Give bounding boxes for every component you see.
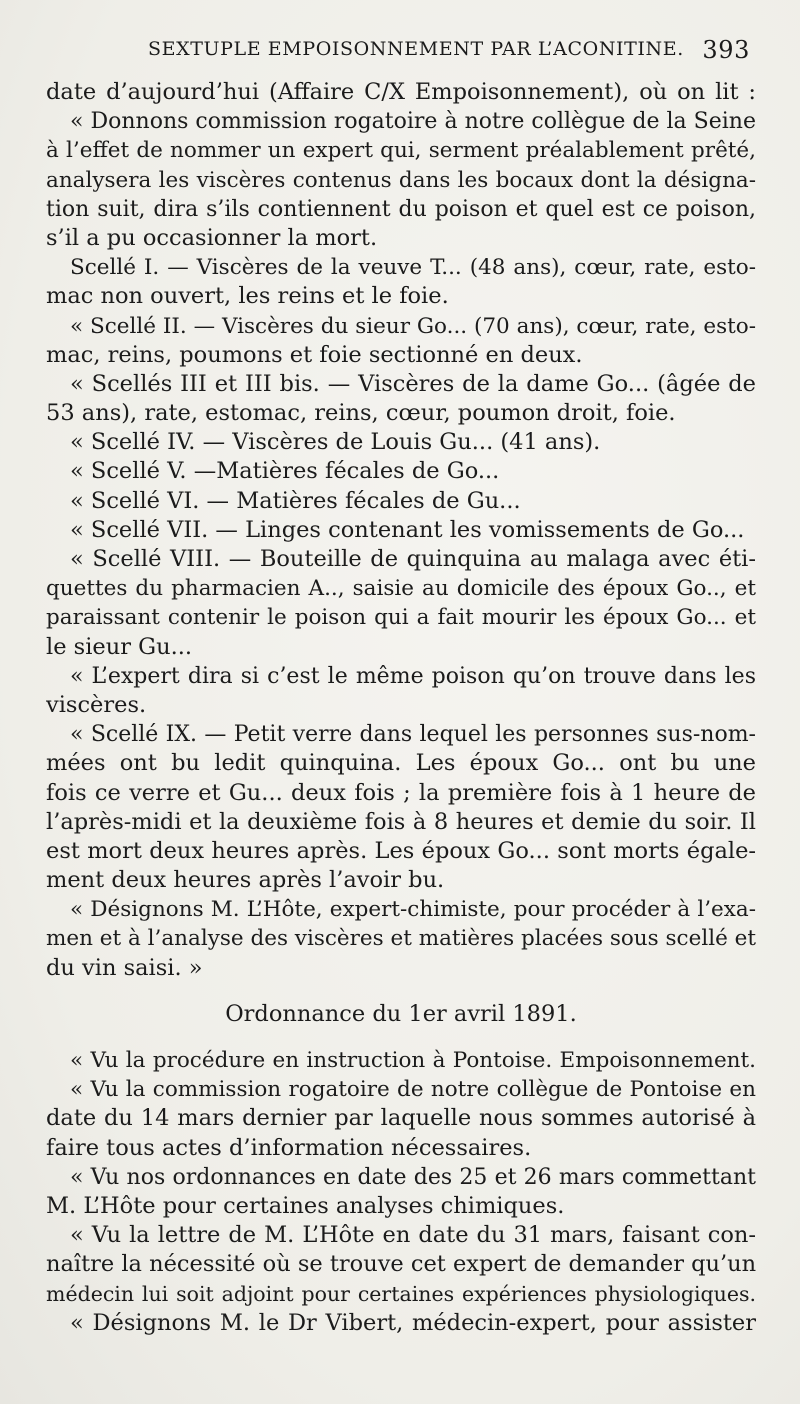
text-line: « Désignons M. le Dr Vibert, médecin-expert, pour assister xyxy=(70,1309,756,1336)
spacer xyxy=(46,1029,756,1046)
page-number: 393 xyxy=(702,36,750,64)
text-line: « Scellé IV. — Viscères de Louis Gu... (41 ans). xyxy=(70,429,601,456)
text-line: « Scellé IX. — Petit verre dans lequel les personnes sus-nom- xyxy=(70,722,756,748)
text-line: « Scellé VI. — Matières fécales de Gu... xyxy=(70,487,521,514)
text-line: naître la nécessité où se trouve cet expert de demander qu’un xyxy=(46,1251,756,1278)
text-line: le sieur Gu... xyxy=(46,633,193,660)
running-head-title: SEXTUPLE EMPOISONNEMENT PAR L’ACONITINE. xyxy=(148,38,684,60)
text-line: fois ce verre et Gu... deux fois ; la première fois à 1 heure de xyxy=(46,779,756,806)
text-line: viscères. xyxy=(46,691,147,718)
text-line: mées ont bu ledit quinquina. Les époux Go... ont bu une xyxy=(46,750,756,777)
text-line: date du 14 mars dernier par laquelle nous sommes autorisé à xyxy=(46,1105,756,1132)
text-line: « Vu la procédure en instruction à Pontoise. Empoisonnement. xyxy=(70,1048,756,1073)
text-line: médecin lui soit adjoint pour certaines expériences physiologiques. xyxy=(46,1281,756,1306)
text-line: analysera les viscères contenus dans les bocaux dont la désigna- xyxy=(46,167,756,193)
text-line: s’il a pu occasionner la mort. xyxy=(46,224,378,251)
text-line: à l’effet de nommer un expert qui, serment préalablement prêté, xyxy=(46,138,756,164)
text-line: paraissant contenir le poison qui a fait mourir les époux Go... et xyxy=(46,605,756,631)
text-line: « L’expert dira si c’est le même poison qu’on trouve dans les xyxy=(70,663,756,689)
text-line: Scellé I. — Viscères de la veuve T... (48 ans), cœur, rate, esto- xyxy=(70,255,756,281)
text-line: « Scellé V. —Matières fécales de Go... xyxy=(70,458,500,485)
text-line: mac non ouvert, les reins et le foie. xyxy=(46,283,449,310)
body-text xyxy=(46,78,756,1338)
spacer xyxy=(46,983,756,1000)
text-line: « Scellé VIII. — Bouteille de quinquina au malaga avec éti- xyxy=(70,546,756,572)
text-line: est mort deux heures après. Les époux Go... sont morts égale- xyxy=(46,837,756,864)
text-line: M. L’Hôte pour certaines analyses chimiques. xyxy=(46,1192,565,1219)
text-line: ment deux heures après l’avoir bu. xyxy=(46,867,445,894)
text-line: « Vu la commission rogatoire de notre collègue de Pontoise en xyxy=(70,1077,756,1103)
text-line: « Scellé II. — Viscères du sieur Go... (70 ans), cœur, rate, esto- xyxy=(70,313,756,339)
text-line: l’après-midi et la deuxième fois à 8 heures et demie du soir. Il xyxy=(46,808,756,835)
text-line: quettes du pharmacien A.., saisie au domicile des époux Go.., et xyxy=(46,576,756,602)
text-line: « Vu nos ordonnances en date des 25 et 26 mars commettant xyxy=(70,1164,756,1190)
text-line: « Scellé VII. — Linges contenant les vomissements de Go... xyxy=(70,516,745,543)
text-line: faire tous actes d’information nécessaires. xyxy=(46,1134,532,1161)
running-head xyxy=(148,38,750,68)
text-line: « Scellés III et III bis. — Viscères de la dame Go... (âgée de xyxy=(70,370,756,397)
text-line: « Donnons commission rogatoire à notre collègue de la Seine xyxy=(70,109,756,135)
text-line: 53 ans), rate, estomac, reins, cœur, poumon droit, foie. xyxy=(46,400,676,427)
text-line: mac, reins, poumons et foie sectionné en deux. xyxy=(46,341,583,368)
text-line: date d’aujourd’hui (Affaire C/X Empoisonnement), où on lit : xyxy=(46,79,756,105)
text-line: tion suit, dira s’ils contiennent du poison et quel est ce poison, xyxy=(46,196,756,222)
text-line: « Désignons M. L’Hôte, expert-chimiste, pour procéder à l’exa- xyxy=(70,897,756,923)
text-line: du vin saisi. » xyxy=(46,954,203,981)
text-line: men et à l’analyse des viscères et matières placées sous scellé et xyxy=(46,926,756,952)
section-heading: Ordonnance du 1er avril 1891. xyxy=(225,1000,577,1027)
text-line: « Vu la lettre de M. L’Hôte en date du 31 mars, faisant con- xyxy=(70,1222,756,1249)
